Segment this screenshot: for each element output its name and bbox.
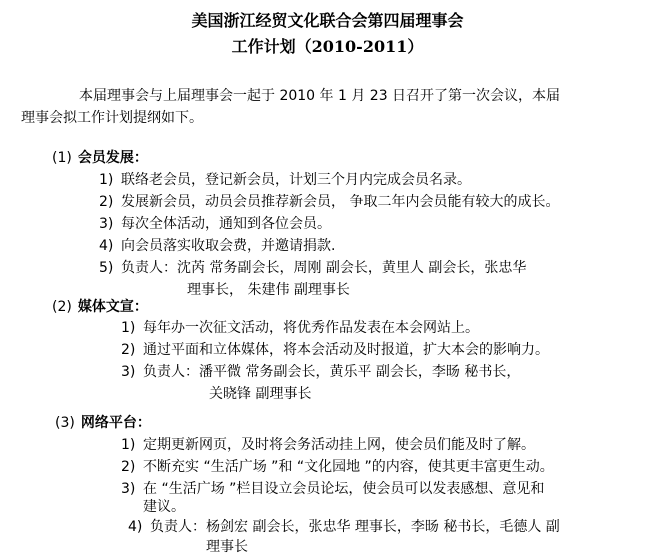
section-number: (3) [55, 415, 75, 431]
section-heading-text: 媒体文宣： [77, 299, 148, 315]
document-title: 美国浙江经贸文化联合会第四届理事会 [191, 11, 464, 30]
list-item: 3) 负责人：潘平微 常务副会长，黄乐平 副会长，李旸 秘书长， [121, 364, 521, 380]
list-item-continuation: 理事长， 朱建伟 副理事长 [187, 282, 350, 298]
document-subtitle: 工作计划（2010-2011） [231, 37, 424, 56]
list-item: 1) 联络老会员，登记新会员，计划三个月内完成会员名录。 [99, 172, 471, 188]
list-item: 4) 向会员落实收取会费，并邀请捐款. [99, 238, 336, 254]
list-item: 2) 发展新会员，动员会员推荐新会员， 争取二年内会员能有较大的成长。 [99, 194, 560, 210]
section-number: (2) [52, 299, 72, 315]
list-item: 4) 负责人：杨剑宏 副会长，张忠华 理事长，李旸 秘书长，毛德人 副 [128, 519, 560, 535]
section-number: (1) [52, 150, 72, 166]
section-heading-web-platform [55, 413, 151, 433]
intro-paragraph-line1: 本届理事会与上届理事会一起于 2010 年 1 月 23 日召开了第一次会议，本届 [79, 88, 561, 104]
list-item: 2) 不断充实 “生活广场 ”和 “文化园地 ”的内容，使其更丰富更生动。 [121, 459, 554, 475]
list-item-continuation: 关晓锋 副理事长 [209, 386, 312, 402]
section-heading-text: 网络平台： [80, 415, 151, 431]
list-item: 2) 通过平面和立体媒体，将本会活动及时报道，扩大本会的影响力。 [121, 342, 549, 358]
section-heading-media [52, 297, 148, 317]
list-item: 1) 每年办一次征文活动，将优秀作品发表在本会网站上。 [121, 320, 479, 336]
list-item: 5) 负责人：沈芮 常务副会长，周刚 副会长，黄里人 副会长，张忠华 [99, 260, 527, 276]
list-item-continuation: 建议。 [143, 499, 185, 515]
list-item: 1) 定期更新网页，及时将会务活动挂上网，使会员们能及时了解。 [121, 437, 535, 453]
list-item: 3) 每次全体活动，通知到各位会员。 [99, 216, 331, 232]
intro-paragraph-line2: 理事会拟工作计划提纲如下。 [21, 110, 203, 126]
list-item: 3) 在 “生活广场 ”栏目设立会员论坛，使会员可以发表感想、意见和 [121, 481, 545, 497]
section-heading-membership [52, 148, 148, 168]
list-item-continuation: 理事长 [206, 539, 248, 555]
section-heading-text: 会员发展： [77, 150, 148, 166]
